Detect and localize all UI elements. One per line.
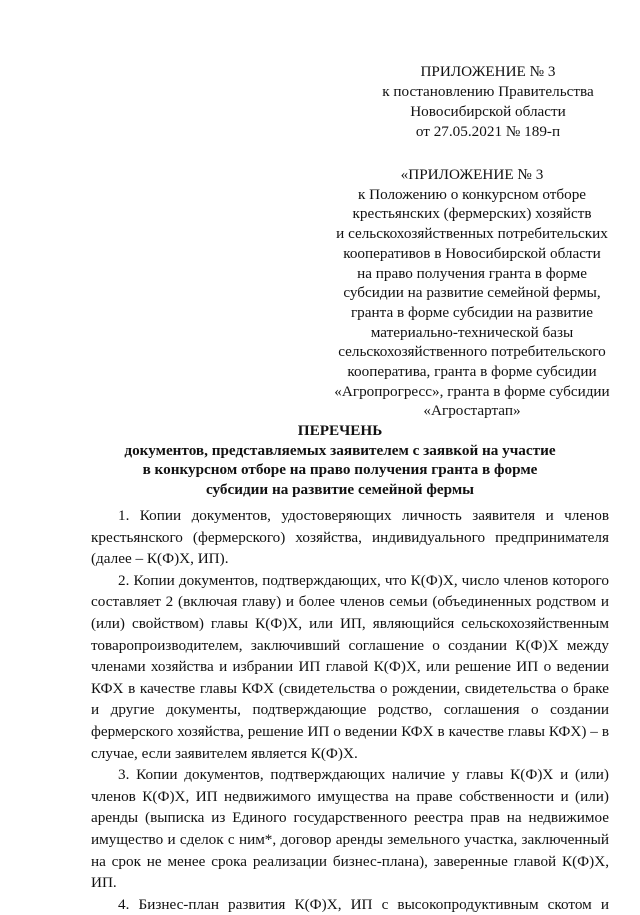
decree-reference: к постановлению Правительства (382, 83, 594, 100)
regulation-header-line: «Агропрогресс», гранта в форме субсидии (334, 382, 610, 400)
region-name: Новосибирской области (410, 103, 566, 120)
list-item-1: 1. Копии документов, удостоверяющих личность заявителя и членов крестьянского (фермерского) хозяйства, индивидуального предпринимателя (далее – К(Ф)Х, ИП). (91, 507, 609, 568)
regulation-header (322, 165, 622, 421)
regulation-header-line: кооперативов в Новосибирской области (343, 244, 601, 262)
regulation-header-line: субсидии на развитие семейной фермы, (343, 284, 601, 302)
regulation-header-line: крестьянских (фермерских) хозяйств (352, 205, 592, 223)
regulation-header-line: материально-технической базы (370, 323, 574, 341)
regulation-header-line: к Положению о конкурсном отборе (357, 185, 587, 203)
title-line: документов, представляемых заявителем с заявкой на участие (124, 441, 556, 459)
approval-header (368, 62, 608, 142)
decree-date: от 27.05.2021 № 189-п (415, 123, 561, 140)
regulation-header-line: сельскохозяйственного потребительского (338, 343, 606, 361)
list-item-2: 2. Копии документов, подтверждающих, что К(Ф)Х, число членов которого составляет 2 (включая главу) и более членов семьи (объединенных родством и (или) свойством) главы К(Ф)Х, или ИП, являющийся сельскохозяйственным товаропроизводителем, заключивший соглашение о создании К(Ф)Х между членами хозяйства и избрании ИП главой К(Ф)Х, или решение ИП о ведении КФХ в качестве главы КФХ (свидетельства о рождении, свидетельства о браке и другие документы, подтверждающие родство, соглашения о создании фермерского хозяйства, решение ИП о ведении КФХ в качестве главы КФХ) – в случае, если заявителем является К(Ф)Х. (91, 571, 609, 762)
document-title (70, 421, 610, 499)
title-heading: ПЕРЕЧЕНЬ (297, 422, 383, 439)
appendix-number: ПРИЛОЖЕНИЕ № 3 (420, 63, 556, 80)
regulation-header-line: «ПРИЛОЖЕНИЕ № 3 (400, 166, 544, 183)
regulation-header-line: на право получения гранта в форме (357, 264, 587, 282)
regulation-header-line: «Агростартап» (423, 402, 521, 420)
document-list (91, 505, 609, 915)
list-item-3: 3. Копии документов, подтверждающих наличие у главы К(Ф)Х и (или) членов К(Ф)Х, ИП недвижимого имущества на праве собственности и (или) аренды (выписка из Единого государственного реестра прав на недвижимое имущество и сделок с ним*, договор аренды земельного участка, заключенный на срок не менее срока реализации бизнес-плана), заверенные главой К(Ф)Х, ИП. (91, 766, 609, 892)
title-line: субсидии на развитие семейной фермы (205, 480, 475, 498)
regulation-header-line: гранта в форме субсидии на развитие (350, 303, 594, 321)
regulation-header-line: кооператива, гранта в форме субсидии (347, 363, 597, 381)
regulation-header-line: и сельскохозяйственных потребительских (336, 225, 608, 243)
title-line: в конкурсном отборе на право получения гранта в форме (142, 461, 538, 478)
list-item-4: 4. Бизнес-план развития К(Ф)Х, ИП с высокопродуктивным скотом и (118, 895, 609, 913)
